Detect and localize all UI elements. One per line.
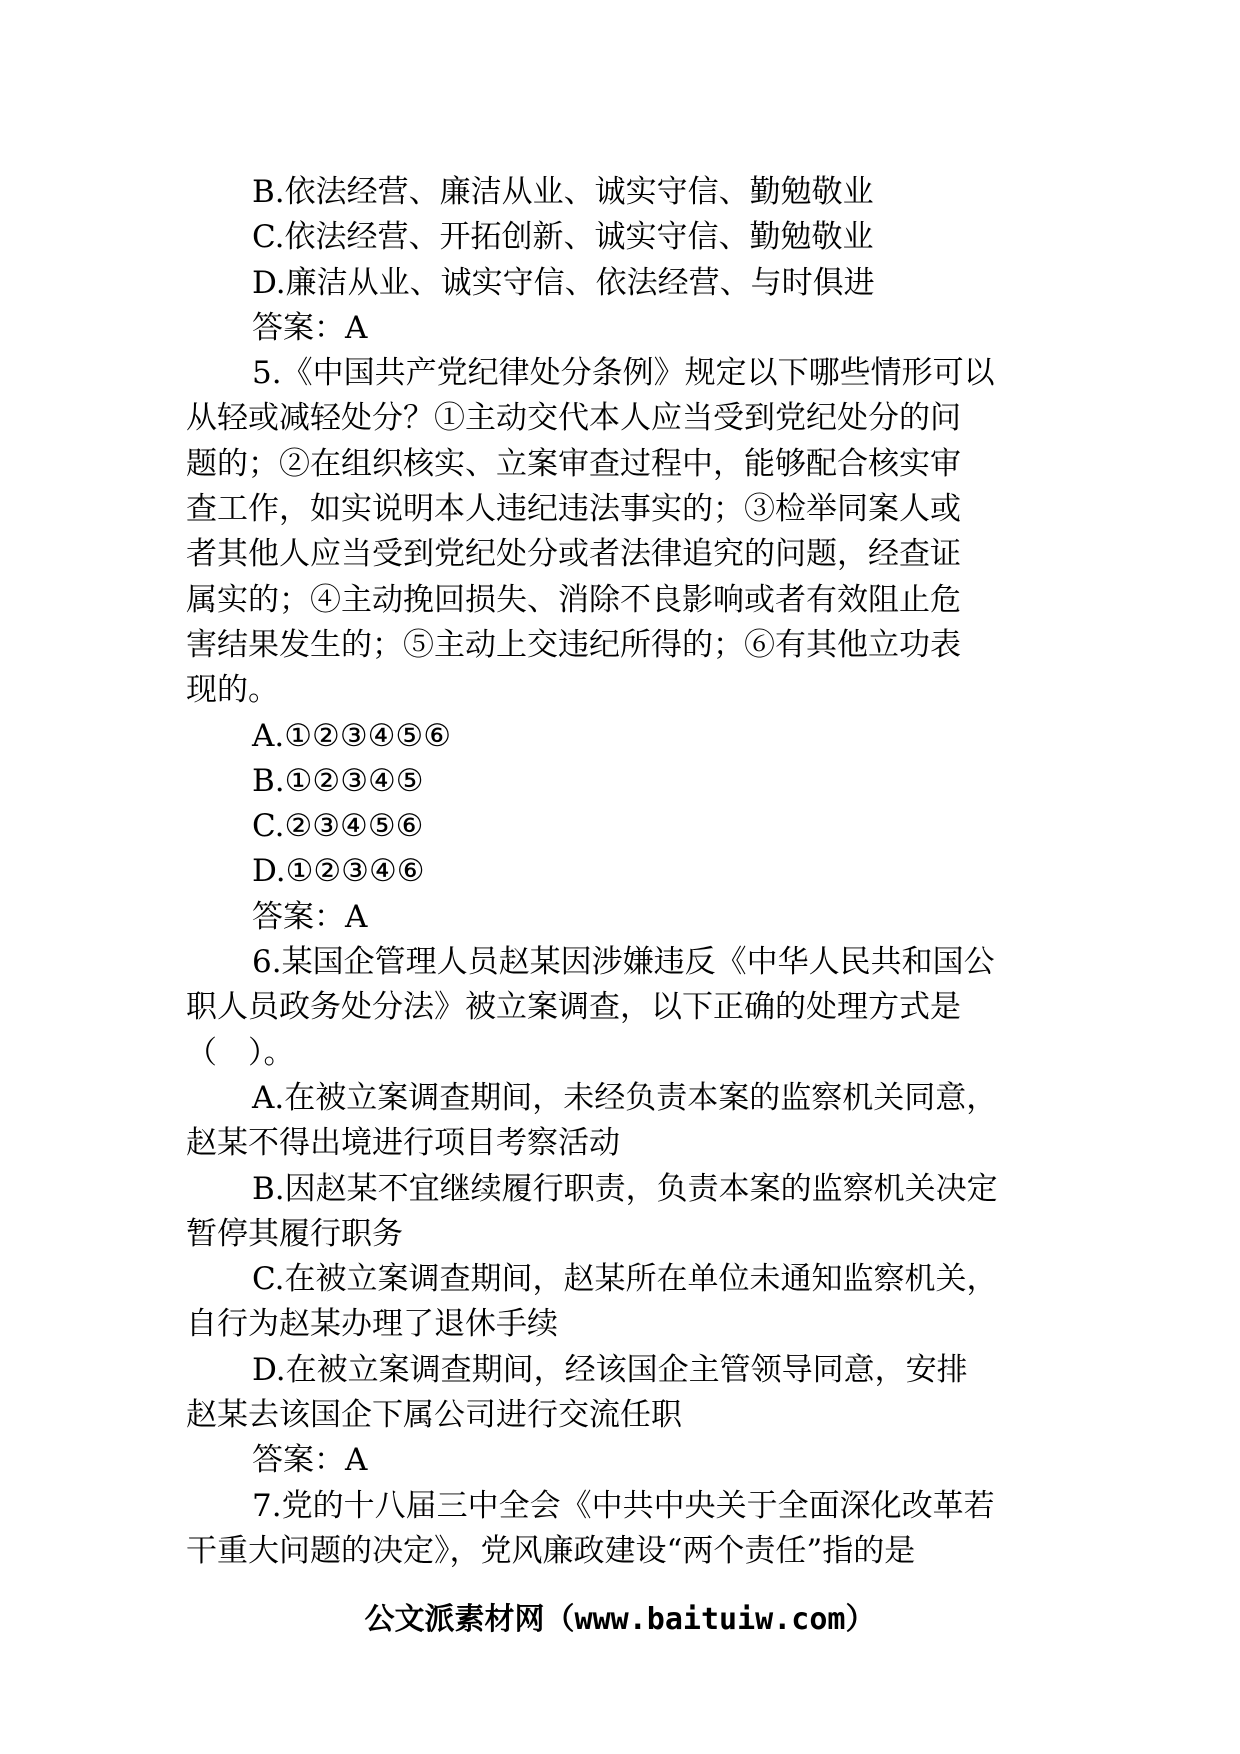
text-line: 赵某不得出境进行项目考察活动	[186, 1125, 620, 1162]
text-line: 现的。	[186, 672, 279, 709]
text-line: D.在被立案调查期间，经该国企主管领导同意，安排	[252, 1351, 968, 1388]
text-line: 查工作，如实说明本人违纪违法事实的；③检举同案人或	[186, 491, 961, 528]
text-line: A.在被立案调查期间，未经负责本案的监察机关同意，	[252, 1079, 998, 1116]
text-line: （ ）。	[186, 1034, 295, 1071]
text-line: 干重大问题的决定》，党风廉政建设“两个责任”指的是	[186, 1532, 916, 1569]
text-line: 者其他人应当受到党纪处分或者法律追究的问题，经查证	[186, 536, 961, 573]
text-line: B.①②③④⑤	[252, 762, 424, 799]
text-line: 害结果发生的；⑤主动上交违纪所得的；⑥有其他立功表	[186, 626, 961, 663]
text-line: 答案：A	[252, 309, 368, 346]
text-line: 题的；②在组织核实、立案审查过程中，能够配合核实审	[186, 445, 961, 482]
text-line: 答案：A	[252, 898, 368, 935]
text-line: 5.《中国共产党纪律处分条例》规定以下哪些情形可以	[252, 355, 995, 392]
text-line: 职人员政务处分法》被立案调查，以下正确的处理方式是	[186, 989, 961, 1026]
text-line: 属实的；④主动挽回损失、消除不良影响或者有效阻止危	[186, 581, 961, 618]
text-line: 暂停其履行职务	[186, 1215, 403, 1252]
text-line: 从轻或减轻处分？①主动交代本人应当受到党纪处分的问	[186, 400, 961, 437]
document-body	[186, 170, 1061, 1574]
text-line: A.①②③④⑤⑥	[252, 717, 451, 754]
footer-watermark: 公文派素材网（www.baituiw.com）	[364, 1602, 876, 1637]
text-line: C.在被立案调查期间，赵某所在单位未通知监察机关，	[252, 1261, 998, 1298]
text-line: C.依法经营、开拓创新、诚实守信、勤勉敬业	[252, 219, 874, 256]
text-line: D.廉洁从业、诚实守信、依法经营、与时俱进	[252, 264, 875, 301]
text-line: B.因赵某不宜继续履行职责，负责本案的监察机关决定	[252, 1170, 998, 1207]
text-line: B.依法经营、廉洁从业、诚实守信、勤勉敬业	[252, 174, 874, 210]
text-line: 答案：A	[252, 1442, 368, 1479]
text-line: 赵某去该国企下属公司进行交流任职	[186, 1397, 682, 1434]
text-line: 自行为赵某办理了退休手续	[186, 1306, 558, 1343]
text-line: D.①②③④⑥	[252, 853, 425, 890]
text-line: 6.某国企管理人员赵某因涉嫌违反《中华人民共和国公	[252, 944, 995, 981]
text-line: C.②③④⑤⑥	[252, 808, 424, 845]
text-line: 7.党的十八届三中全会《中共中央关于全面深化改革若	[252, 1487, 995, 1524]
